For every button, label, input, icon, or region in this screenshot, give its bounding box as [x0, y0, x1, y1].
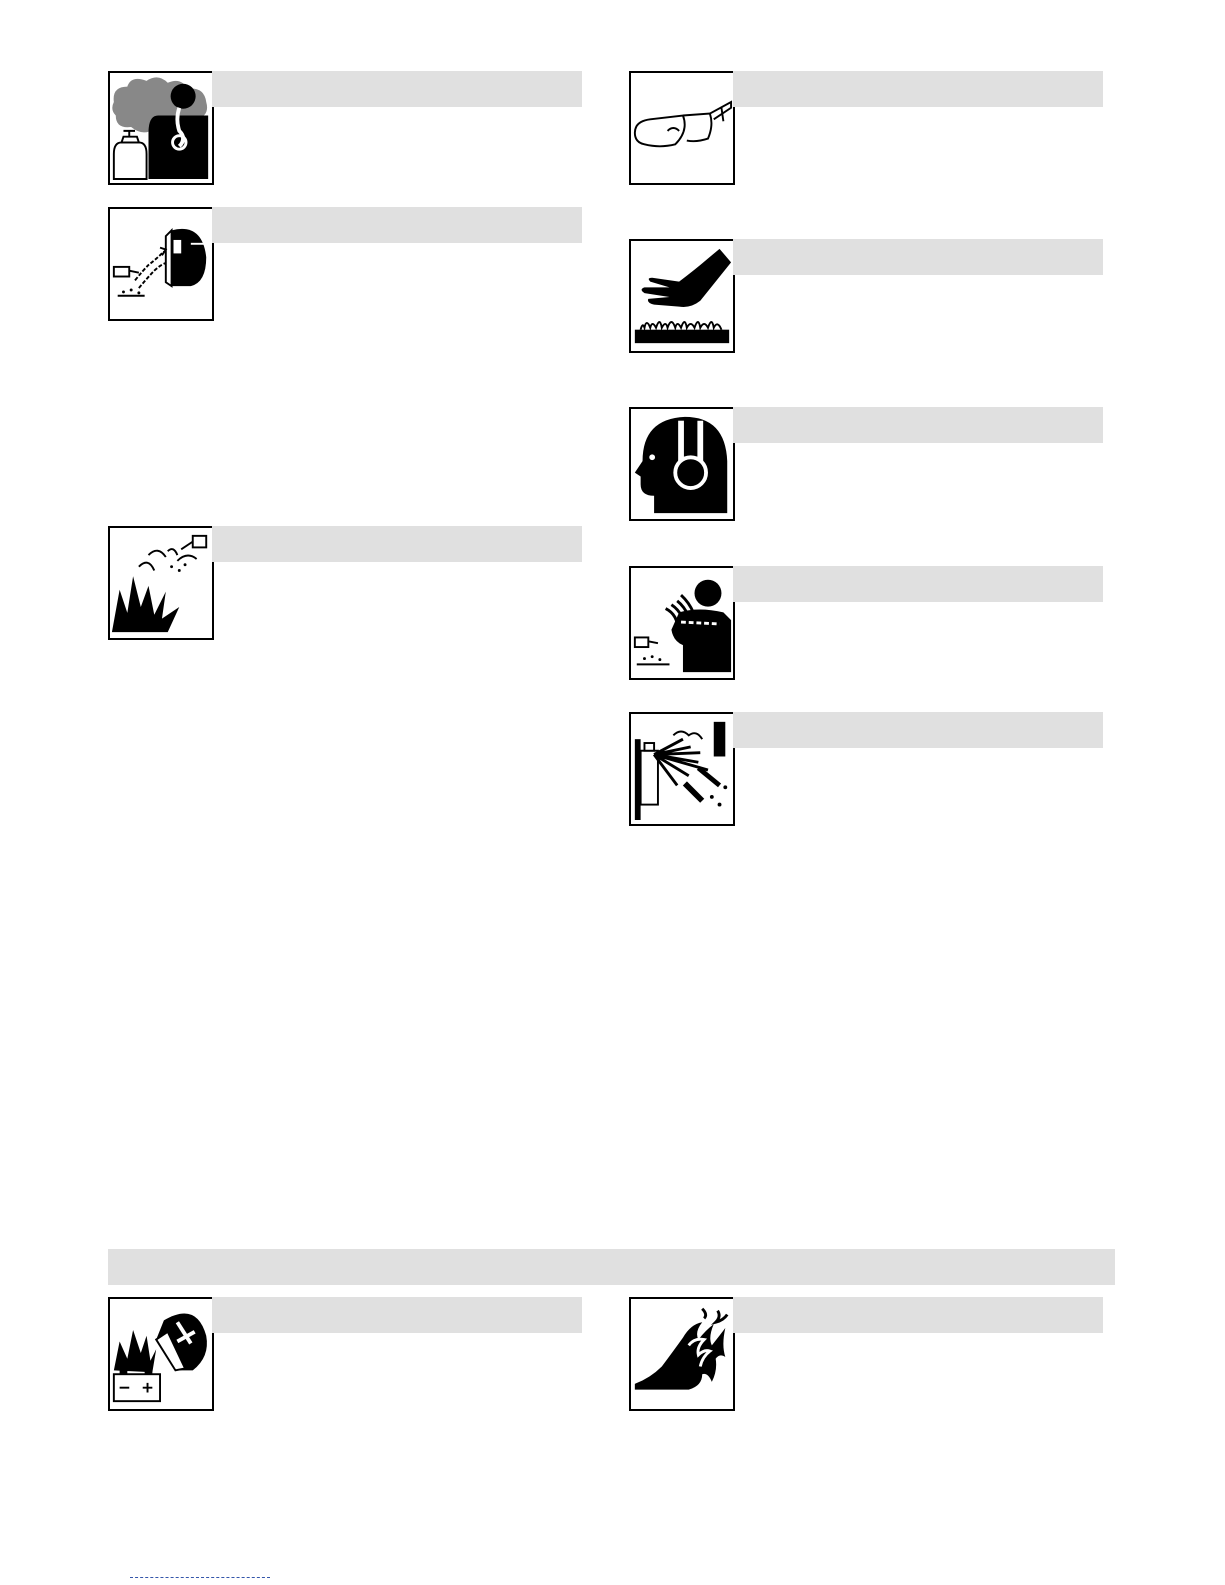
fumes-heading-bar: [212, 71, 582, 107]
fuel-heading-bar: [733, 1297, 1103, 1333]
emf-pacemaker-icon: [629, 566, 735, 680]
fire-explosion-sparks-icon: [108, 526, 214, 640]
glasses-heading-bar: [733, 71, 1103, 107]
fire-heading-bar: [212, 526, 582, 562]
footer-rule: [130, 1577, 270, 1578]
cylinder-heading-bar: [733, 712, 1103, 748]
cylinder-explosion-icon: [629, 712, 735, 826]
hot-parts-heading-bar: [733, 239, 1103, 275]
arc-rays-icon: [108, 207, 214, 321]
section-heading-bar: [108, 1249, 1115, 1285]
battery-heading-bar: [212, 1297, 582, 1333]
noise-heading-bar: [733, 407, 1103, 443]
noise-hearing-protection-icon: [629, 407, 735, 521]
safety-glasses-icon: [629, 71, 735, 185]
emf-heading-bar: [733, 566, 1103, 602]
hot-parts-icon: [629, 239, 735, 353]
fumes-and-gases-icon: [108, 71, 214, 185]
battery-explosion-icon: [108, 1297, 214, 1411]
fuel-fire-icon: [629, 1297, 735, 1411]
arc-rays-heading-bar: [212, 207, 582, 243]
